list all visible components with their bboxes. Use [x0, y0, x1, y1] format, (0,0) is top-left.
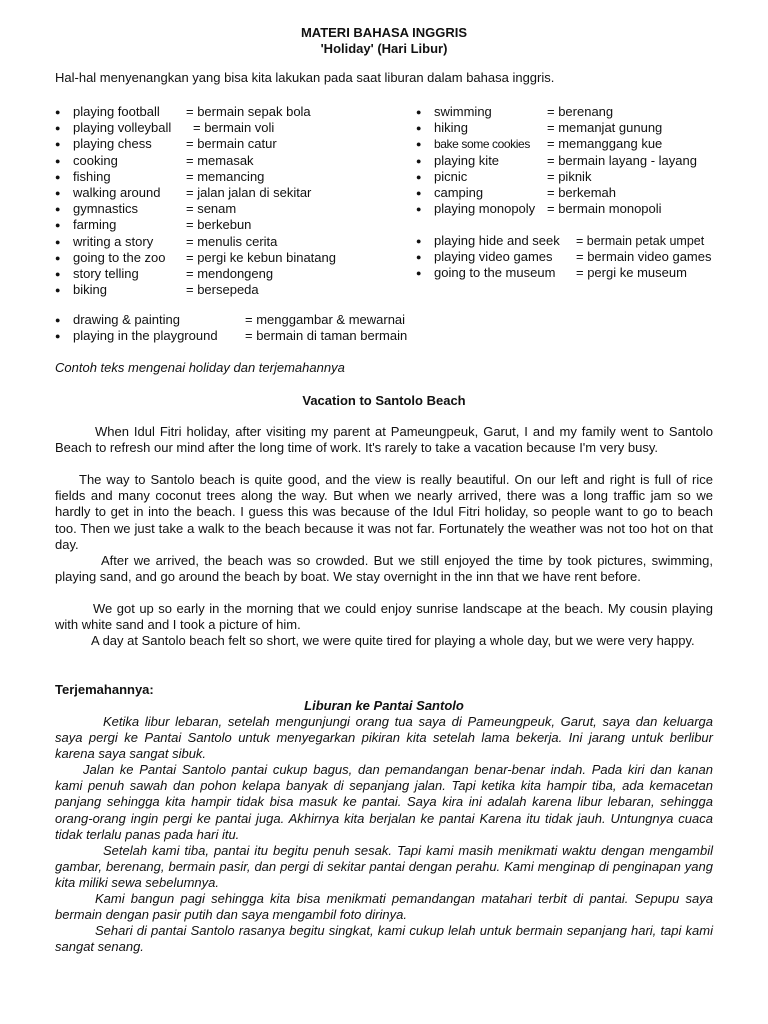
vocab-term: gymnastics [73, 201, 139, 217]
vocab-meaning: = piknik [547, 168, 592, 184]
vocab-term: story telling [73, 265, 139, 281]
vocab-meaning: = berkebun [186, 217, 252, 233]
vocab-term: playing volleyball [73, 120, 172, 136]
bullet-icon: ● [416, 139, 422, 150]
vocab-term: writing a story [73, 233, 154, 249]
vocab-term: bake some cookies [434, 137, 530, 152]
bullet-icon: ● [55, 139, 61, 150]
vocab-term: cooking [73, 152, 118, 168]
vocab-meaning: = senam [186, 201, 237, 217]
vocab-term: playing in the playground [73, 328, 218, 344]
vocab-term: playing football [73, 104, 160, 119]
vocab-meaning: = bermain video games [576, 249, 712, 265]
vocab-meaning: = memanggang kue [547, 136, 663, 152]
bullet-icon: ● [55, 123, 61, 134]
vocab-meaning: = mendongeng [186, 265, 274, 281]
vocab-term: fishing [73, 168, 111, 184]
vocab-meaning: = bermain sepak bola [186, 104, 311, 119]
vocab-meaning: = bermain voli [193, 120, 275, 136]
translation-paragraph: Sehari di pantai Santolo rasanya begitu singkat, kami cukup lelah untuk bermain sepanjang hari, tapi kami sangat senang. [55, 923, 713, 955]
vocab-meaning: = menggambar & mewarnai [245, 312, 406, 327]
vocab-meaning: = memanjat gunung [547, 120, 663, 136]
example-caption: Contoh teks mengenai holiday dan terjemahannya [55, 360, 345, 375]
vocab-term: playing kite [434, 152, 500, 168]
vocab-meaning: = pergi ke museum [576, 265, 687, 281]
vocab-term: picnic [434, 168, 468, 184]
translation-paragraph: Setelah kami tiba, pantai itu begitu penuh sesak. Tapi kami masih menikmati waktu dengan mengambil gambar, berenang, bermain pasir, dan pergi di sekitar pantai dengan perahu. Kami menginap di penginapan yang kita miliki sewa sebelumnya. [55, 843, 713, 891]
vocab-meaning: = bersepeda [186, 282, 259, 298]
bullet-icon: ● [55, 236, 61, 247]
vocab-meaning: = memasak [186, 152, 254, 168]
translation-paragraph: Ketika libur lebaran, setelah mengunjungi orang tua saya di Pameungpeuk, Garut, saya dan keluarga saya pergi ke Pantai Santolo untuk menyegarkan pikiran kita setelah lama bekerja. Ini jarang untuk berlibur karena saya sangat sibuk. [55, 714, 713, 762]
document-title: MATERI BAHASA INGGRIS [300, 25, 468, 40]
bullet-icon: ● [416, 155, 422, 166]
translation-paragraph: Jalan ke Pantai Santolo pantai cukup bagus, dan pemandangan benar-benar indah. Pada kiri dan kanan kami penuh sawah dan pohon kelapa banyak di sepanjang jalan. Tapi ketika kita hampir tiba, ada kemacetan panjang sehingga kita hampir tidak bisa masuk ke pantai. Saya kira ini adalah karena libur lebaran, sehingga orang-orang ingin pergi ke pantai juga. Akhirnya kita berjalan ke pantai Karena itu tidak jauh. Untungnya cuaca tidak terlalu panas pada hari itu. [55, 762, 713, 842]
bullet-icon: ● [55, 220, 61, 231]
bullet-icon: ● [55, 315, 61, 325]
story-title: Vacation to Santolo Beach [302, 393, 466, 408]
story-paragraph: When Idul Fitri holiday, after visiting my parent at Pameungpeuk, Garut, I and my family went to Santolo Beach to refresh our mind after the long time of work. It's rarely to take a vacation because I'm very busy. [55, 424, 713, 456]
bullet-icon: ● [55, 252, 61, 263]
vocab-meaning: = bermain layang - layang [547, 152, 697, 168]
bullet-icon: ● [55, 204, 61, 215]
bullet-icon: ● [55, 268, 61, 279]
vocab-term: swimming [434, 104, 492, 119]
vocab-term: camping [434, 184, 484, 200]
bullet-icon: ● [55, 155, 61, 166]
vocab-term: drawing & painting [73, 312, 180, 327]
vocab-term: going to the museum [434, 265, 556, 281]
vocab-meaning: = menulis cerita [186, 233, 278, 249]
vocab-term: hiking [434, 120, 468, 136]
bullet-icon: ● [55, 285, 61, 296]
bullet-icon: ● [416, 204, 422, 215]
vocab-meaning: = memancing [186, 168, 265, 184]
bullet-icon: ● [416, 236, 422, 246]
vocab-meaning: = bermain petak umpet [576, 234, 705, 248]
vocab-term: biking [73, 282, 107, 298]
bullet-icon: ● [416, 268, 422, 279]
vocab-term: walking around [73, 184, 161, 200]
bullet-icon: ● [416, 107, 422, 117]
vocab-term: playing hide and seek [434, 233, 560, 248]
bullet-icon: ● [416, 252, 422, 263]
translation-title: Liburan ke Pantai Santolo [304, 698, 464, 713]
bullet-icon: ● [55, 107, 61, 117]
vocab-term: playing chess [73, 136, 152, 152]
bullet-icon: ● [55, 331, 61, 342]
story-paragraph: We got up so early in the morning that we could enjoy sunrise landscape at the beach. My cousin playing with white sand and I took a picture of him. [55, 601, 713, 633]
vocab-meaning: = bermain di taman bermain [245, 328, 408, 344]
vocab-term: playing video games [434, 249, 553, 265]
bullet-icon: ● [416, 123, 422, 134]
bullet-icon: ● [416, 171, 422, 182]
intro-text: Hal-hal menyenangkan yang bisa kita lakukan pada saat liburan dalam bahasa inggris. [55, 70, 555, 85]
bullet-icon: ● [55, 187, 61, 198]
vocab-meaning: = berkemah [547, 184, 617, 200]
bullet-icon: ● [55, 171, 61, 182]
vocab-meaning: = pergi ke kebun binatang [186, 249, 336, 265]
vocab-meaning: = jalan jalan di sekitar [186, 184, 312, 200]
bullet-icon: ● [416, 187, 422, 198]
story-paragraph: A day at Santolo beach felt so short, we were quite tired for playing a whole day, but we were very happy. [91, 633, 695, 648]
vocab-term: playing monopoly [434, 201, 536, 217]
vocab-meaning: = berenang [547, 104, 614, 119]
vocab-term: farming [73, 217, 117, 233]
story-paragraph: After we arrived, the beach was so crowded. But we still enjoyed the time by took pictures, swimming, playing sand, and go around the beach by boat. We stay overnight in the inn that we have rent before. [55, 553, 713, 585]
vocab-term: going to the zoo [73, 249, 166, 265]
vocab-meaning: = bermain monopoli [547, 201, 662, 217]
story-paragraph: The way to Santolo beach is quite good, and the view is really beautiful. On our left and right is full of rice fields and many coconut trees along the way. But when we nearly arrived, there was a long traffic jam so we hardly to get in into the beach. I guess this was because of the Idul Fitri holiday, so people want to go to beach too. Then we just take a walk to the beach because it was not far. Fortunately the weather was not too hot on that day. [55, 472, 713, 552]
translation-label: Terjemahannya: [55, 682, 154, 697]
vocab-meaning: = bermain catur [186, 136, 277, 152]
translation-paragraph: Kami bangun pagi sehingga kita bisa menikmati pemandangan matahari terbit di pantai. Sepupu saya bermain dengan pasir putih dan saya mengambil foto dirinya. [55, 891, 713, 923]
document-subtitle: 'Holiday' (Hari Libur) [320, 41, 448, 56]
